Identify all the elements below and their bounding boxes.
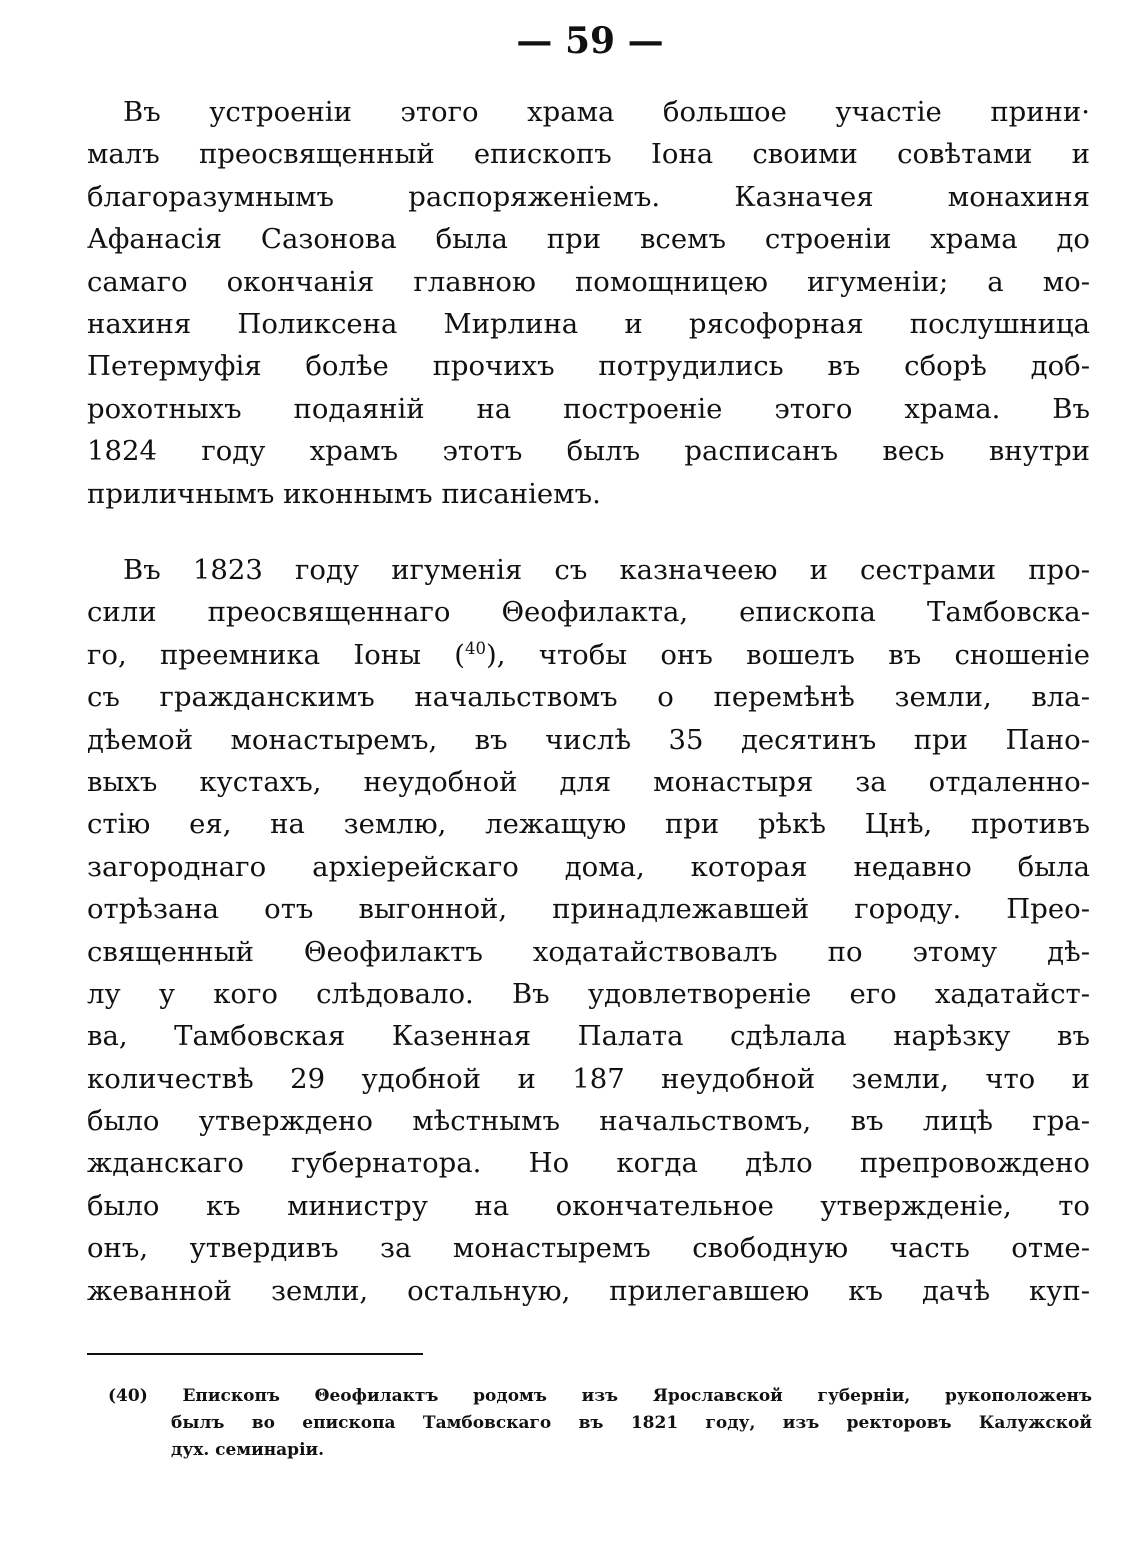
text-line: священный Θеофилактъ ходатайствовалъ по этому дѣ- — [87, 935, 1090, 968]
text-line: количествѣ 29 удобной и 187 неудобной земли, что и — [87, 1062, 1090, 1095]
text-line: Петермуфія болѣе прочихъ потрудились въ сборѣ доб- — [87, 350, 1090, 383]
text-line: приличнымъ иконнымъ писаніемъ. — [87, 477, 601, 510]
text-line: Афанасія Сазонова была при всемъ строеніи храма до — [87, 223, 1090, 256]
text-line: дѣемой монастыремъ, въ числѣ 35 десятинъ при Пано- — [87, 723, 1090, 756]
text-line: загороднаго архіерейскаго дома, которая недавно была — [87, 850, 1090, 883]
text-line: было утверждено мѣстнымъ начальствомъ, въ лицѣ гра- — [87, 1105, 1090, 1138]
text-line: Въ устроеніи этого храма большое участіе прини· — [123, 96, 1090, 128]
footnote-line: (40) Епископъ Θеофилактъ родомъ изъ Ярославской губерніи, рукоположенъ — [108, 1386, 1092, 1406]
text-line: лу у кого слѣдовало. Въ удовлетвореніе его хадатайст- — [87, 977, 1090, 1010]
text-line: выхъ кустахъ, неудобной для монастыря за отдаленно- — [87, 765, 1090, 798]
text-line: съ гражданскимъ начальствомъ о перемѣнѣ земли, вла- — [87, 681, 1090, 714]
text-line: отрѣзана отъ выгонной, принадлежавшей городу. Прео- — [87, 893, 1090, 926]
text-line: рохотныхъ подаяній на построеніе этого храма. Въ — [87, 392, 1090, 425]
text-line: малъ преосвященный епископъ Іона своими совѣтами и — [87, 138, 1090, 171]
text-line: стію ея, на землю, лежащую при рѣкѣ Цнѣ, противъ — [87, 808, 1090, 841]
text-line: 1824 году храмъ этотъ былъ расписанъ весь внутри — [87, 435, 1090, 468]
text-line: сили преосвященнаго Θеофилакта, епископа Тамбовска- — [87, 596, 1090, 629]
footnote — [108, 1383, 1092, 1464]
footnote-divider — [87, 1353, 423, 1355]
text-line: жданскаго губернатора. Но когда дѣло препровождено — [87, 1147, 1090, 1180]
text-line-with-footnote-ref — [87, 634, 1090, 676]
footnote-line: дух. семинаріи. — [171, 1440, 325, 1460]
paragraph-1 — [87, 91, 1090, 515]
text-line: самаго окончанія главною помощницею игуменіи; а мо- — [87, 265, 1090, 298]
text-fragment: ), чтобы онъ вошелъ въ сношеніе — [486, 638, 1090, 671]
text-line: ва, Тамбовская Казенная Палата сдѣлала нарѣзку въ — [87, 1020, 1090, 1053]
text-line: жеванной земли, остальную, прилегавшею къ дачѣ куп- — [87, 1274, 1090, 1307]
text-line: было къ министру на окончательное утвержденіе, то — [87, 1189, 1090, 1222]
text-line: благоразумнымъ распоряженіемъ. Казначея монахиня — [87, 180, 1090, 213]
text-line: нахиня Поликсена Мирлина и рясофорная послушница — [87, 307, 1090, 340]
text-fragment: го, преемника Іоны ( — [87, 638, 466, 671]
text-line: Въ 1823 году игуменія съ казначеею и сестрами про- — [123, 554, 1090, 586]
paragraph-2 — [87, 549, 1090, 1312]
page-number: — 59 — — [516, 20, 664, 62]
footnote-line: былъ во епископа Тамбовскаго въ 1821 году, изъ ректоровъ Калужской — [171, 1413, 1092, 1433]
footnote-reference: 40 — [465, 638, 487, 658]
text-line: онъ, утвердивъ за монастыремъ свободную часть отме- — [87, 1232, 1090, 1265]
